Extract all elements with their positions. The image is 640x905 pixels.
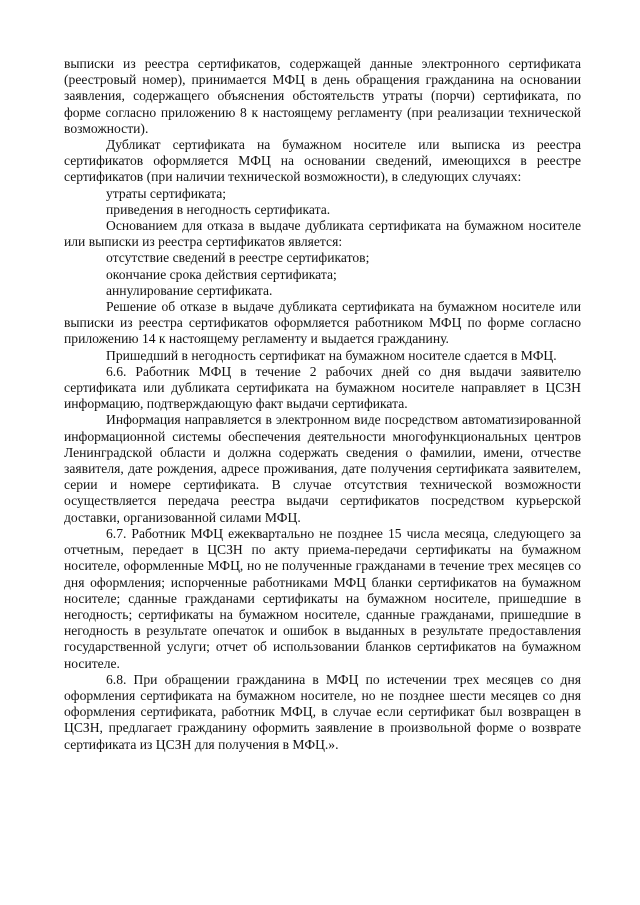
paragraph-section-6-7: 6.7. Работник МФЦ ежеквартально не позднее 15 числа месяца, следующего за отчетным, передает в ЦСЗН по акту приема-передачи сертификаты на бумажном носителе, оформленные МФЦ, но не полученные гражданами в течение трех месяцев со дня оформления; испорченные работниками МФЦ бланки сертификатов на бумажном носителе; сданные гражданами сертификаты на бумажном носителе, пришедшие в негодность; сертификаты на бумажном носителе, сданные гражданами, пришедшие в негодность в результате опечаток и ошибок в выданных в результате предоставления государственной услуги; отчет об использовании бланков сертификатов на бумажном носителе.: [64, 525, 581, 671]
paragraph-damaged-certificate: Пришедший в негодность сертификат на бумажном носителе сдается в МФЦ.: [106, 347, 557, 363]
list-item-annulled: аннулирование сертификата.: [106, 282, 273, 298]
paragraph-section-6-6: 6.6. Работник МФЦ в течение 2 рабочих дней со дня выдачи заявителю сертификата или дубликата сертификата на бумажном носителе направляет в ЦСЗН информацию, подтверждающую факт выдачи сертификата.: [64, 363, 581, 412]
list-item-expired: окончание срока действия сертификата;: [106, 266, 337, 282]
paragraph-refusal-decision: Решение об отказе в выдаче дубликата сертификата на бумажном носителе или выписки из реестра сертификатов оформляется работником МФЦ по форме согласно приложению 14 к настоящему регламенту и выдается гражданину.: [64, 299, 581, 347]
paragraph-duplicate-grounds: Дубликат сертификата на бумажном носителе или выписка из реестра сертификатов оформляется МФЦ на основании сведений, имеющихся в реестре сертификатов (при наличии технической возможности), в следующих случаях:: [64, 137, 581, 185]
list-item-damage: приведения в негодность сертификата.: [106, 201, 331, 217]
document-body: [64, 56, 581, 753]
paragraph-refusal-grounds: Основанием для отказа в выдаче дубликата сертификата на бумажном носителе или выписки из реестра сертификатов является:: [64, 218, 581, 250]
paragraph-information-transfer: Информация направляется в электронном виде посредством автоматизированной информационной системы обеспечения деятельности многофункциональных центров Ленинградской области и должна содержать сведения о фамилии, имени, отчестве заявителя, дате рождения, адресе проживания, дате получения сертификата заявителем, серии и номере сертификата. В случае отсутствия технической возможности осуществляется передача реестра выдачи сертификатов посредством курьерской доставки, организованной силами МФЦ.: [64, 412, 581, 525]
list-item-loss: утраты сертификата;: [106, 185, 227, 201]
paragraph-section-6-8: 6.8. При обращении гражданина в МФЦ по истечении трех месяцев со дня оформления сертификата на бумажном носителе, но не позднее шести месяцев со дня оформления сертификата, работник МФЦ, в случае если сертификат был возвращен в ЦСЗН, предлагает гражданину оформить заявление в произвольной форме о возврате сертификата из ЦСЗН для получения в МФЦ.».: [64, 671, 581, 752]
list-item-no-records: отсутствие сведений в реестре сертификатов;: [106, 250, 370, 266]
paragraph-continuation: выписки из реестра сертификатов, содержащей данные электронного сертификата (реестровый номер), принимается МФЦ в день обращения гражданина на основании заявления, содержащего объяснения обстоятельств утраты (порчи) сертификата, по форме согласно приложению 8 к настоящему регламенту (при реализации технической возможности).: [64, 56, 581, 136]
